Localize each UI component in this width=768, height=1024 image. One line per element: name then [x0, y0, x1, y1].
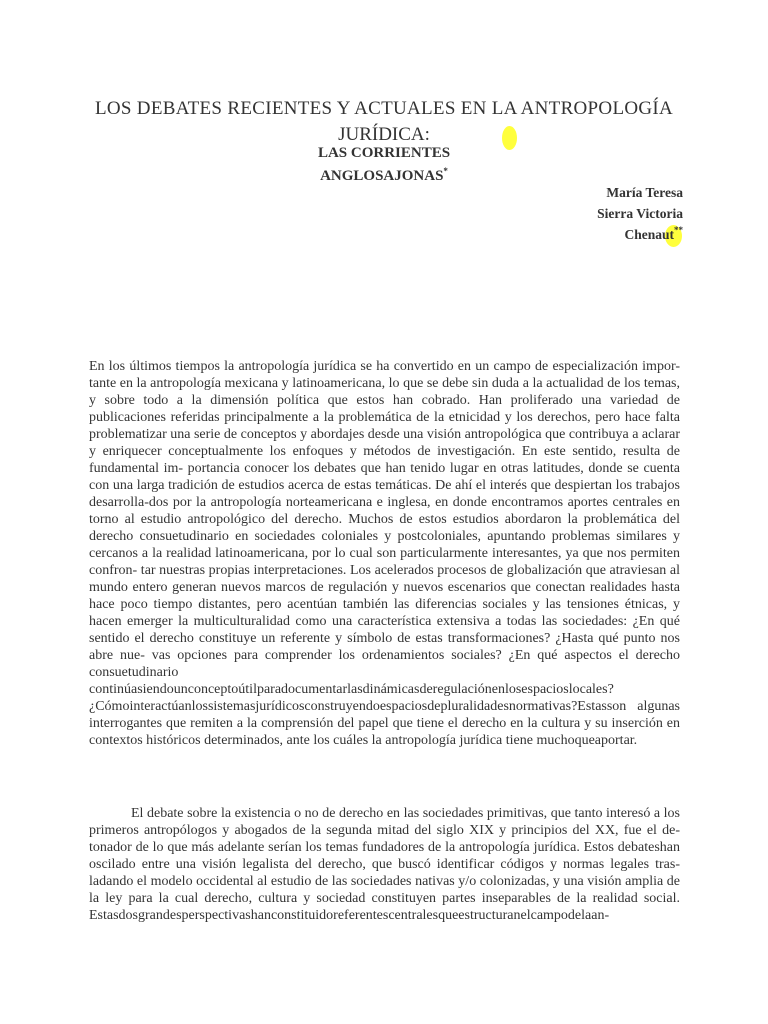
author-line-1: María Teresa: [606, 185, 683, 200]
subtitle-line-1: LAS CORRIENTES: [317, 145, 451, 161]
title-line-1: LOS DEBATES RECIENTES Y ACTUALES EN LA ANTROPOLOGÍA: [94, 98, 674, 119]
subtitle-text: ANGLOSAJONAS: [320, 168, 444, 184]
author-line-3: [624, 227, 683, 243]
body-paragraph: El debate sobre la existencia o no de derecho en las sociedades primitivas, que tanto interesó a los primeros antropólogos y abogados de la segunda mitad del siglo XIX y principios del XX, fue el de- tonador de lo que más adelante serían los temas fundadores de la antropología jurídica. Estos debateshan oscilado entre una visión legalista del derecho, que buscó identificar códigos y normas legales tras- ladando el modelo occidental al estudio de las sociedades nativas y/o colonizadas, y una visión amplia de la ley para la cual derecho, cultura y sociedad constituyen partes inseparables de la realidad social. Estasdosgrandesperspectivashanconstituidoreferentescentralesqueestructuranelcampodelaan-: [89, 806, 680, 923]
author-line-2: Sierra Victoria: [597, 206, 683, 221]
footnote-mark: **: [674, 225, 683, 235]
body-paragraph: En los últimos tiempos la antropología jurídica se ha convertido en un campo de especialización impor- tante en la antropología mexicana y latinoamericana, lo que se debe sin duda a la actualidad de los temas, y sobre todo a la dimensión política que estos han cobrado. Han proliferado una variedad de publicaciones referidas principalmente a la problemática de la etnicidad y los derechos, pero hace falta problematizar una serie de conceptos y abordajes desde una visión antropológica que contribuya a aclarar y enriquecer conceptualmente los enfoques y métodos de investigación. En este sentido, resulta de fundamental im- portancia conocer los debates que han tenido lugar en otras latitudes, donde se cuenta con una larga tradición de estudios acerca de estas temáticas. De ahí el interés que despiertan los trabajos desarrolla-dos por la antropología norteamericana e inglesa, en donde encontramos aportes centrales en torno al estudio antropológico del derecho. Muchos de estos estudios abordaron la problemática del derecho consuetudinario en sociedades coloniales y postcoloniales, apuntando problemas similares y cercanos a la realidad latinoamericana, por lo cual son particularmente interesantes, ya que nos permiten confron- tar nuestras propias interpretaciones. Los acelerados procesos de globalización que atraviesan al mundo entero generan nuevos marcos de regulación y nuevos escenarios que conectan realidades hasta hace poco tiempo distantes, pero acentúan también las diferencias sociales y las tensiones étnicas, y hacen emerger la multiculturalidad como una característica extensiva a todas las sociedades: ¿En qué sentido el derecho constituye un referente y símbolo de estas transformaciones? ¿Hasta qué punto nos abre nue- vas opciones para comprender los ordenamientos sociales? ¿En qué aspectos el derecho consuetudinario continúasiendounconceptoútilparadocumentarlasdinámicasderegulaciónenlosespacioslocales? ¿Cómointeractúanlossistemasjurídicosconstruyendoespaciosdepluralidadesnormativas?Estasson algunas interrogantes que remiten a la comprensión del papel que tiene el derecho en la cultura y su inserción en contextos históricos determinados, ante los cuáles la antropología jurídica tiene muchoqueaportar.: [89, 359, 680, 748]
subtitle-line-2: [0, 168, 768, 185]
title-line-2: JURÍDICA:: [338, 124, 430, 145]
author-name: Chenaut: [624, 227, 674, 242]
footnote-mark: *: [443, 166, 448, 176]
